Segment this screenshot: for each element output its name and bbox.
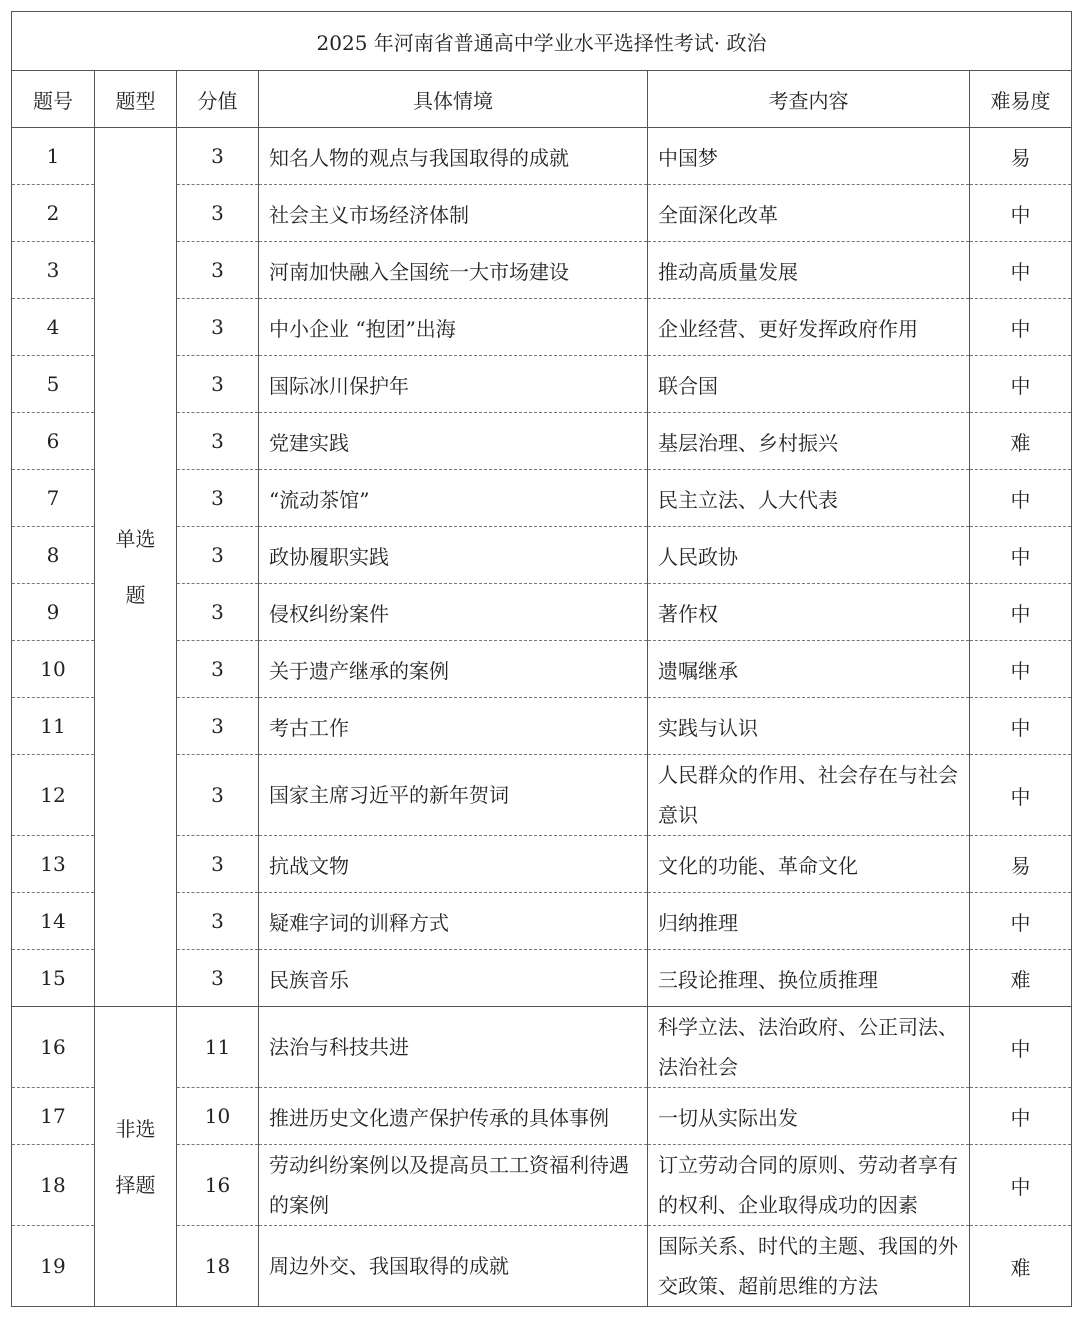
- table-row: [12, 1007, 1072, 1088]
- difficulty: 难: [970, 1226, 1072, 1307]
- score: 11: [177, 1007, 259, 1088]
- score: 3: [177, 584, 259, 641]
- difficulty: 中: [970, 1088, 1072, 1145]
- content: 科学立法、法治政府、公正司法、法治社会: [648, 1007, 970, 1088]
- context: 法治与科技共进: [259, 1007, 648, 1088]
- score: 3: [177, 950, 259, 1007]
- question-number: 13: [12, 836, 95, 893]
- difficulty: 中: [970, 698, 1072, 755]
- header-number: 题号: [12, 71, 95, 128]
- question-number: 14: [12, 893, 95, 950]
- context: 考古工作: [259, 698, 648, 755]
- question-number: 9: [12, 584, 95, 641]
- question-number: 16: [12, 1007, 95, 1088]
- context: 侵权纠纷案件: [259, 584, 648, 641]
- question-type-line: 题: [125, 583, 146, 607]
- question-number: 18: [12, 1145, 95, 1226]
- content: 国际关系、时代的主题、我国的外交政策、超前思维的方法: [648, 1226, 970, 1307]
- question-number: 17: [12, 1088, 95, 1145]
- difficulty: 中: [970, 755, 1072, 836]
- context: 劳动纠纷案例以及提高员工工资福利待遇的案例: [259, 1145, 648, 1226]
- context: 推进历史文化遗产保护传承的具体事例: [259, 1088, 648, 1145]
- score: 3: [177, 128, 259, 185]
- difficulty: 中: [970, 1145, 1072, 1226]
- difficulty: 中: [970, 470, 1072, 527]
- question-type: [95, 1007, 177, 1307]
- question-number: 2: [12, 185, 95, 242]
- content: 中国梦: [648, 128, 970, 185]
- score: 3: [177, 470, 259, 527]
- score: 3: [177, 641, 259, 698]
- difficulty: 中: [970, 527, 1072, 584]
- difficulty: 易: [970, 128, 1072, 185]
- content: 民主立法、人大代表: [648, 470, 970, 527]
- question-number: 3: [12, 242, 95, 299]
- context: 中小企业 “抱团”出海: [259, 299, 648, 356]
- context: 社会主义市场经济体制: [259, 185, 648, 242]
- content: 全面深化改革: [648, 185, 970, 242]
- content: 推动高质量发展: [648, 242, 970, 299]
- content: 企业经营、更好发挥政府作用: [648, 299, 970, 356]
- context: 疑难字词的训释方式: [259, 893, 648, 950]
- difficulty: 中: [970, 356, 1072, 413]
- table-title: 2025 年河南省普通高中学业水平选择性考试· 政治: [12, 12, 1072, 71]
- score: 16: [177, 1145, 259, 1226]
- difficulty: 中: [970, 299, 1072, 356]
- difficulty: 中: [970, 242, 1072, 299]
- context: 国家主席习近平的新年贺词: [259, 755, 648, 836]
- score: 3: [177, 299, 259, 356]
- content: 文化的功能、革命文化: [648, 836, 970, 893]
- difficulty: 易: [970, 836, 1072, 893]
- question-number: 11: [12, 698, 95, 755]
- header-content: 考查内容: [648, 71, 970, 128]
- context: 党建实践: [259, 413, 648, 470]
- exam-analysis-table: [11, 11, 1072, 1307]
- difficulty: 中: [970, 641, 1072, 698]
- difficulty: 中: [970, 584, 1072, 641]
- score: 18: [177, 1226, 259, 1307]
- question-number: 6: [12, 413, 95, 470]
- score: 3: [177, 836, 259, 893]
- content: 一切从实际出发: [648, 1088, 970, 1145]
- context: 关于遗产继承的案例: [259, 641, 648, 698]
- context: 河南加快融入全国统一大市场建设: [259, 242, 648, 299]
- score: 3: [177, 527, 259, 584]
- context: 国际冰川保护年: [259, 356, 648, 413]
- question-number: 15: [12, 950, 95, 1007]
- score: 3: [177, 242, 259, 299]
- score: 3: [177, 356, 259, 413]
- question-number: 5: [12, 356, 95, 413]
- content: 人民政协: [648, 527, 970, 584]
- context: “流动茶馆”: [259, 470, 648, 527]
- question-number: 19: [12, 1226, 95, 1307]
- context: 抗战文物: [259, 836, 648, 893]
- content: 著作权: [648, 584, 970, 641]
- score: 3: [177, 698, 259, 755]
- header-score: 分值: [177, 71, 259, 128]
- difficulty: 中: [970, 893, 1072, 950]
- difficulty: 中: [970, 1007, 1072, 1088]
- question-type-line: 非选: [115, 1116, 156, 1141]
- score: 10: [177, 1088, 259, 1145]
- content: 人民群众的作用、社会存在与社会意识: [648, 755, 970, 836]
- content: 基层治理、乡村振兴: [648, 413, 970, 470]
- score: 3: [177, 893, 259, 950]
- table-row: [12, 128, 1072, 185]
- difficulty: 难: [970, 413, 1072, 470]
- content: 遗嘱继承: [648, 641, 970, 698]
- context: 政协履职实践: [259, 527, 648, 584]
- content: 订立劳动合同的原则、劳动者享有的权利、企业取得成功的因素: [648, 1145, 970, 1226]
- context: 知名人物的观点与我国取得的成就: [259, 128, 648, 185]
- score: 3: [177, 413, 259, 470]
- question-type-line: 单选: [115, 527, 156, 551]
- question-number: 7: [12, 470, 95, 527]
- score: 3: [177, 185, 259, 242]
- header-context: 具体情境: [259, 71, 648, 128]
- question-number: 4: [12, 299, 95, 356]
- difficulty: 中: [970, 185, 1072, 242]
- content: 归纳推理: [648, 893, 970, 950]
- content: 联合国: [648, 356, 970, 413]
- question-number: 8: [12, 527, 95, 584]
- difficulty: 难: [970, 950, 1072, 1007]
- context: 民族音乐: [259, 950, 648, 1007]
- content: 实践与认识: [648, 698, 970, 755]
- question-type: [95, 128, 177, 1007]
- content: 三段论推理、换位质推理: [648, 950, 970, 1007]
- score: 3: [177, 755, 259, 836]
- header-difficulty: 难易度: [970, 71, 1072, 128]
- question-number: 12: [12, 755, 95, 836]
- question-number: 10: [12, 641, 95, 698]
- question-type-line: 择题: [115, 1172, 156, 1197]
- question-number: 1: [12, 128, 95, 185]
- context: 周边外交、我国取得的成就: [259, 1226, 648, 1307]
- header-type: 题型: [95, 71, 177, 128]
